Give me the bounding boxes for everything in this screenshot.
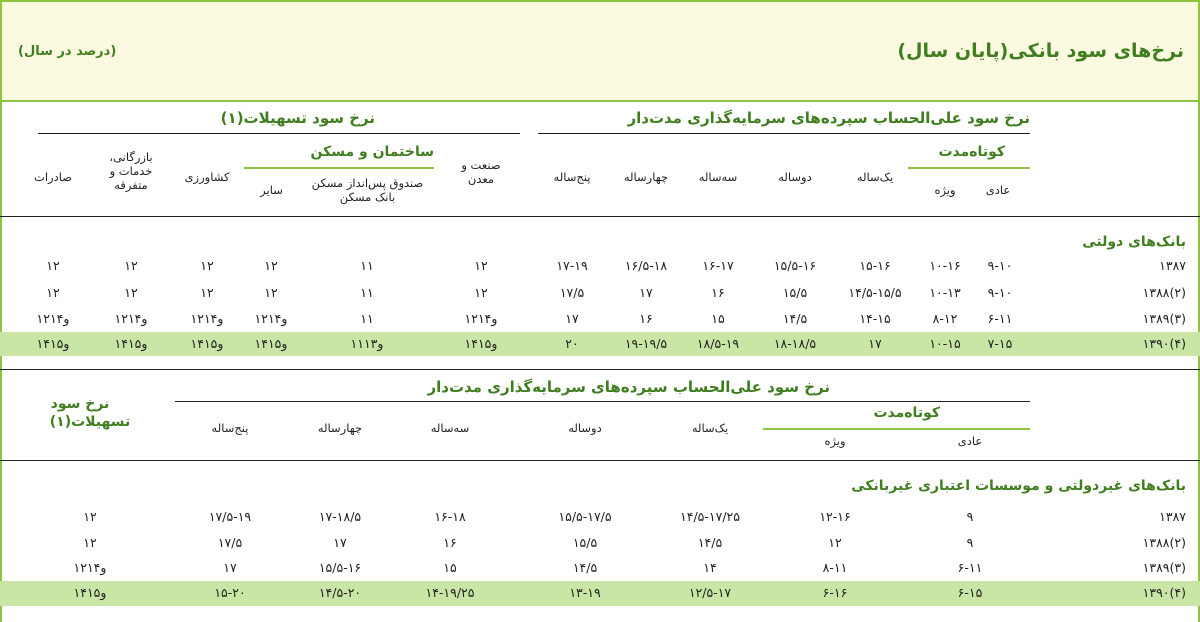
table-cell: ۱۴و۱۵ bbox=[464, 336, 498, 351]
t1-col-agriculture: کشاورزی bbox=[184, 170, 230, 184]
table-cell: ۱۵/۵ bbox=[572, 535, 598, 550]
table-cell: ۱۴/۵-۱۷/۲۵ bbox=[680, 509, 740, 524]
t1-deposit-group-header: نرخ سود علی‌الحساب سپرده‌های سرمایه‌گذاری مدت‌دار bbox=[627, 109, 1030, 127]
row-year: (۴)۱۳۹۰ bbox=[1142, 585, 1186, 600]
table-cell: ۱۱ bbox=[360, 311, 374, 326]
t1-col-other: سایر bbox=[260, 183, 283, 197]
table-cell: ۱۶ bbox=[711, 285, 725, 300]
table-cell: ۱۲ bbox=[124, 285, 138, 300]
table-cell: ۱۵/۵-۱۶ bbox=[773, 258, 817, 273]
t1-short-term-rule bbox=[908, 167, 1030, 169]
table-cell: ۱۴/۵ bbox=[697, 535, 723, 550]
table-cell: ۱۴و۱۵ bbox=[190, 336, 224, 351]
table-cell: ۱۷ bbox=[333, 535, 347, 550]
table-cell: ۱۲و۱۴ bbox=[36, 311, 70, 326]
table-cell: ۱۶ bbox=[639, 311, 653, 326]
table-cell: ۱۴/۵-۲۰ bbox=[318, 585, 362, 600]
page-title: نرخ‌های سود بانکی(پایان سال) bbox=[897, 40, 1184, 62]
table-cell: ۱۵-۱۶ bbox=[859, 258, 891, 273]
table-cell: ۱۴ bbox=[703, 560, 717, 575]
t1-col-two-year: دوساله bbox=[778, 170, 812, 184]
table-cell: ۱۲ bbox=[83, 509, 97, 524]
table-cell: ۱۱و۱۳ bbox=[350, 336, 384, 351]
table-cell: ۱۴/۵-۱۵/۵ bbox=[848, 285, 902, 300]
table-cell: ۶-۱۶ bbox=[822, 585, 848, 600]
t1-col-five-year: پنج‌ساله bbox=[553, 170, 591, 184]
t2-col-three-year: سه‌ساله bbox=[430, 421, 470, 435]
table-cell: ۱۷ bbox=[565, 311, 579, 326]
table-cell: ۱۴-۱۵ bbox=[859, 311, 891, 326]
t1-header-bottom-rule bbox=[0, 216, 1200, 217]
table-cell: ۹-۱۰ bbox=[987, 285, 1013, 300]
table-cell: ۲۰ bbox=[565, 336, 579, 351]
table-cell: ۱۲ bbox=[264, 285, 278, 300]
row-year: (۳)۱۳۸۹ bbox=[1142, 311, 1186, 326]
t1-col-housing-fund: صندوق پس‌انداز مسکن بانک مسکن bbox=[311, 176, 424, 204]
t2-facility-line1: نرخ سود bbox=[50, 396, 110, 412]
row-year: ۱۳۸۷ bbox=[1159, 509, 1186, 524]
table-cell: ۸-۱۲ bbox=[932, 311, 958, 326]
table-cell: ۱۱ bbox=[360, 285, 374, 300]
table-cell: ۱۷-۱۸/۵ bbox=[318, 509, 362, 524]
t1-col-four-year: چهارساله bbox=[623, 170, 669, 184]
table-cell: ۱۲ bbox=[46, 285, 60, 300]
t2-facility-line2: تسهیلات(۱) bbox=[49, 414, 131, 430]
table-cell: ۱۳-۱۹ bbox=[569, 585, 601, 600]
t1-col-regular: عادی bbox=[985, 183, 1011, 197]
t2-col-five-year: پنج‌ساله bbox=[211, 421, 249, 435]
table-cell: ۸-۱۱ bbox=[822, 560, 848, 575]
table-cell: ۱۷/۵ bbox=[217, 535, 243, 550]
table-cell: ۹ bbox=[966, 535, 974, 550]
table-cell: ۱۲و۱۴ bbox=[114, 311, 148, 326]
table-cell: ۱۴و۱۵ bbox=[254, 336, 288, 351]
t2-deposit-rule bbox=[175, 401, 1030, 402]
table-cell: ۱۷ bbox=[223, 560, 237, 575]
table-cell: ۱۱ bbox=[360, 258, 374, 273]
t1-housing-rule bbox=[244, 167, 434, 169]
table-cell: ۱۶-۱۸ bbox=[434, 509, 466, 524]
unit-label: (درصد در سال) bbox=[18, 44, 117, 59]
table-cell: ۱۸-۱۸/۵ bbox=[773, 336, 817, 351]
table-cell: ۱۵/۵-۱۷/۵ bbox=[558, 509, 612, 524]
t2-col-one-year: یک‌ساله bbox=[691, 421, 729, 435]
table-cell: ۱۸/۵-۱۹ bbox=[696, 336, 740, 351]
table-cell: ۱۵/۵ bbox=[782, 285, 808, 300]
table-separator bbox=[0, 369, 1200, 370]
row-year: (۴)۱۳۹۰ bbox=[1142, 336, 1186, 351]
table-cell: ۱۲و۱۴ bbox=[73, 560, 107, 575]
t2-section-title: بانک‌های غیردولتی و موسسات اعتباری غیربانکی bbox=[851, 478, 1186, 494]
table-cell: ۱۲-۱۶ bbox=[819, 509, 851, 524]
table-cell: ۹ bbox=[966, 509, 974, 524]
table-cell: ۱۲ bbox=[46, 258, 60, 273]
table-cell: ۱۴-۱۹/۲۵ bbox=[425, 585, 475, 600]
t2-short-term-rule bbox=[763, 428, 1030, 430]
table-cell: ۱۰-۱۶ bbox=[929, 258, 961, 273]
table-cell: ۱۲و۱۴ bbox=[464, 311, 498, 326]
table-cell: ۶-۱۵ bbox=[957, 585, 983, 600]
t1-facility-group-header: نرخ سود تسهیلات(۱) bbox=[220, 109, 375, 127]
t1-col-exports: صادرات bbox=[34, 170, 72, 184]
t1-col-industry: صنعت و معدن bbox=[461, 158, 501, 186]
row-year: (۲)۱۳۸۸ bbox=[1142, 535, 1186, 550]
t2-col-four-year: چهارساله bbox=[317, 421, 363, 435]
t2-col-regular: عادی bbox=[957, 434, 983, 448]
t2-deposit-group-header: نرخ سود علی‌الحساب سپرده‌های سرمایه‌گذاری مدت‌دار bbox=[427, 378, 830, 396]
table-cell: ۱۵/۵-۱۶ bbox=[318, 560, 362, 575]
table-cell: ۶-۱۱ bbox=[957, 560, 983, 575]
table-cell: ۱۵ bbox=[711, 311, 725, 326]
table-cell: ۱۴و۱۵ bbox=[73, 585, 107, 600]
t1-housing-header: ساختمان و مسکن bbox=[310, 144, 434, 160]
table-cell: ۱۲ bbox=[474, 285, 488, 300]
t2-short-term-header: کوتاه‌مدت bbox=[873, 405, 940, 421]
t1-deposit-rule bbox=[538, 133, 1030, 134]
table-cell: ۱۷/۵-۱۹ bbox=[208, 509, 252, 524]
table-cell: ۱۰-۱۵ bbox=[929, 336, 961, 351]
table-cell: ۱۴/۵ bbox=[572, 560, 598, 575]
table-cell: ۷-۱۵ bbox=[987, 336, 1013, 351]
table-cell: ۱۶/۵-۱۸ bbox=[624, 258, 668, 273]
t1-short-term-header: کوتاه‌مدت bbox=[938, 144, 1005, 160]
t1-col-special: ویژه bbox=[934, 183, 956, 197]
table-cell: ۱۲ bbox=[474, 258, 488, 273]
table-cell: ۱۹-۱۹/۵ bbox=[624, 336, 668, 351]
table-cell: ۹-۱۰ bbox=[987, 258, 1013, 273]
table-cell: ۱۲ bbox=[83, 535, 97, 550]
row-year: (۳)۱۳۸۹ bbox=[1142, 560, 1186, 575]
table-cell: ۱۵ bbox=[443, 560, 457, 575]
table-cell: ۱۲ bbox=[124, 258, 138, 273]
table-cell: ۱۲و۱۴ bbox=[254, 311, 288, 326]
table-cell: ۱۶ bbox=[443, 535, 457, 550]
table-cell: ۱۴و۱۵ bbox=[36, 336, 70, 351]
table-cell: ۱۷-۱۹ bbox=[556, 258, 588, 273]
table-cell: ۱۲ bbox=[264, 258, 278, 273]
t2-col-two-year: دوساله bbox=[568, 421, 602, 435]
row-year: ۱۳۸۷ bbox=[1159, 258, 1186, 273]
t1-col-three-year: سه‌ساله bbox=[698, 170, 738, 184]
table-cell: ۱۷ bbox=[868, 336, 882, 351]
table-cell: ۱۴/۵ bbox=[782, 311, 808, 326]
row-year: (۲)۱۳۸۸ bbox=[1142, 285, 1186, 300]
t1-col-one-year: یک‌ساله bbox=[856, 170, 894, 184]
table-cell: ۱۲/۵-۱۷ bbox=[688, 585, 732, 600]
t2-col-special: ویژه bbox=[824, 434, 846, 448]
table-cell: ۶-۱۱ bbox=[987, 311, 1013, 326]
t2-header-bottom-rule bbox=[0, 460, 1200, 461]
t1-section-title: بانک‌های دولتی bbox=[1082, 234, 1186, 250]
t1-facility-rule bbox=[38, 133, 520, 134]
table-cell: ۱۲ bbox=[200, 285, 214, 300]
table-cell: ۱۰-۱۳ bbox=[929, 285, 961, 300]
table-cell: ۱۲و۱۴ bbox=[190, 311, 224, 326]
title-bar bbox=[0, 0, 1200, 102]
table-cell: ۱۴و۱۵ bbox=[114, 336, 148, 351]
table-cell: ۱۲ bbox=[828, 535, 842, 550]
table-cell: ۱۷/۵ bbox=[559, 285, 585, 300]
table-cell: ۱۶-۱۷ bbox=[702, 258, 734, 273]
table-cell: ۱۷ bbox=[639, 285, 653, 300]
table-cell: ۱۵-۲۰ bbox=[214, 585, 246, 600]
t1-col-commerce: بازرگانی، خدمات و متفرقه bbox=[109, 150, 153, 192]
table-cell: ۱۲ bbox=[200, 258, 214, 273]
